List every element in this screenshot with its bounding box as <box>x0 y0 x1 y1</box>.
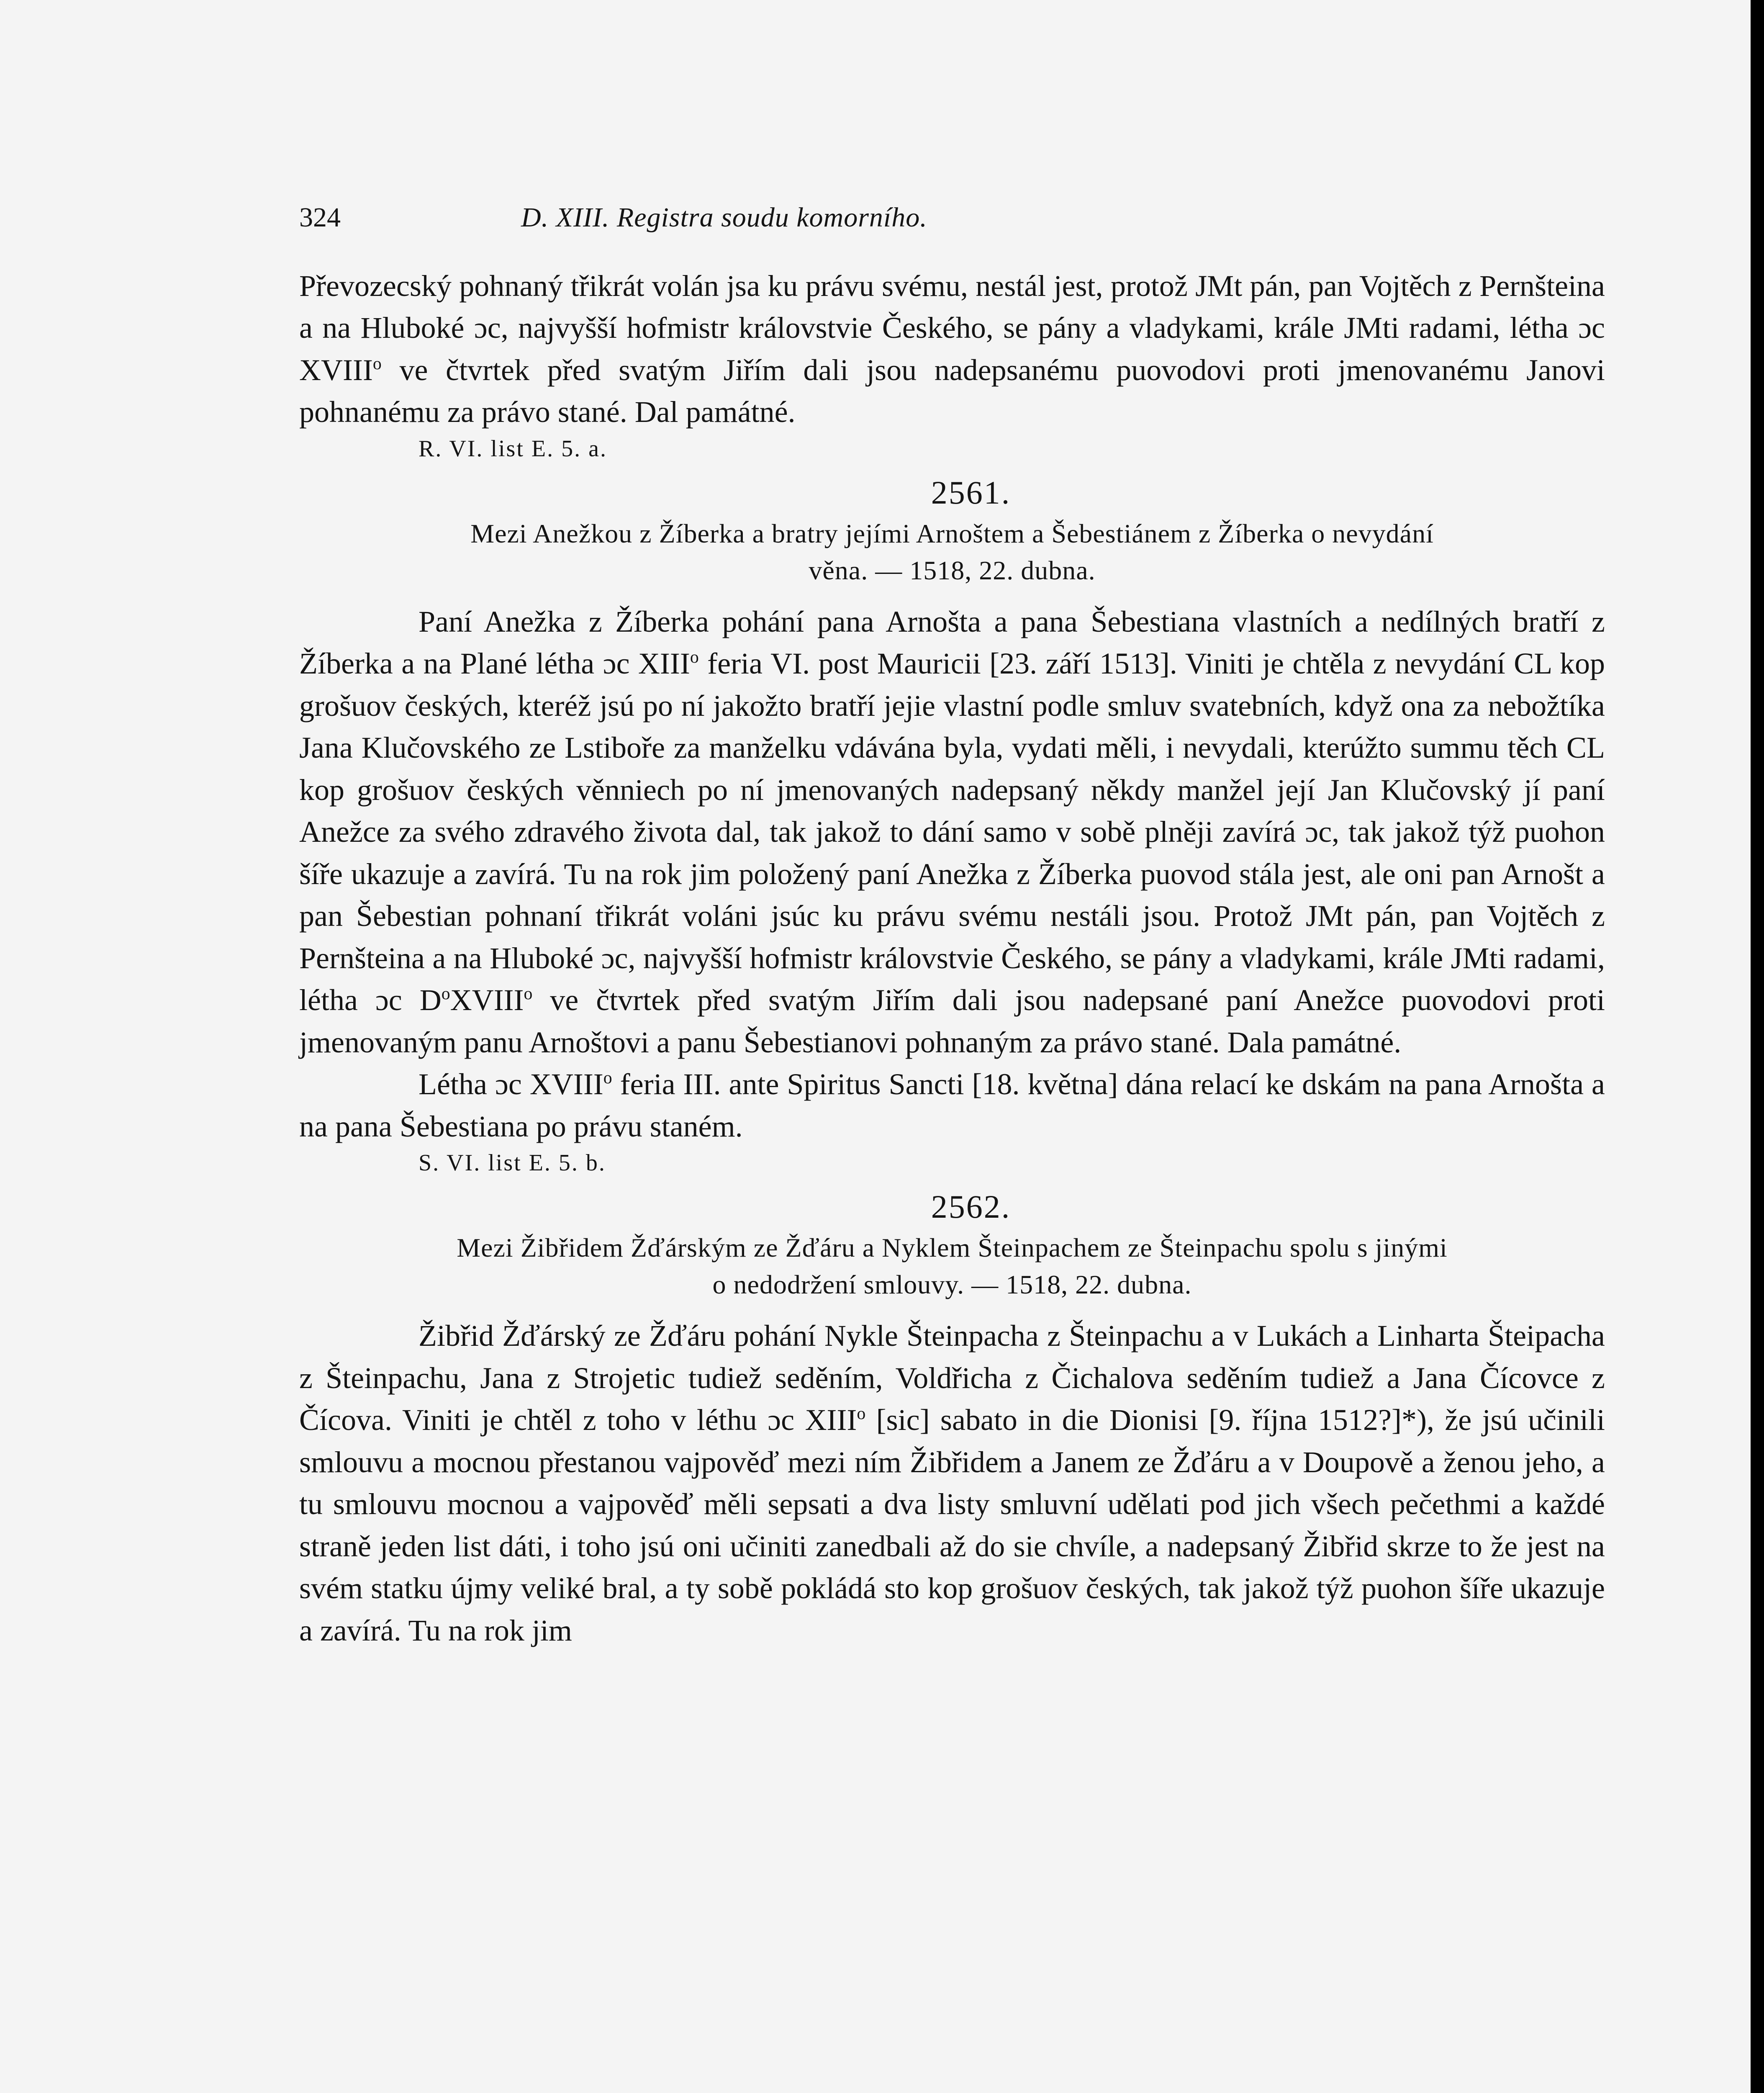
document-2561-paragraph-2: Létha ɔc XVIII$^o$ feria III. ante Spiritus Sancti [18. května] dána relací ke dskám na pana Arnošta a na pana Šebestiana po právu staném. <box>299 1067 1605 1143</box>
intro-paragraph: Převozecský pohnaný třikrát volán jsa ku právu svému, nestál jest, protož JMt pán, pan Vojtěch z Pernšteina a na Hluboké ɔc, najvyšší hofmistr královstvie Českého, se pány a vladykami, krále JMti radami, létha ɔc XVIII$^o$ ve čtvrtek před svatým Jiřím dali jsou nadepsanému puovodovi proti jmenovanému Janovi pohnanému za právo stané. Dal památné. <box>299 269 1605 429</box>
running-header <box>299 197 1605 239</box>
summary-line: o nedodržení smlouvy. — 1518, 22. dubna. <box>712 1270 1192 1299</box>
document-2562-paragraph-1: Žibřid Žďárský ze Žďáru pohání Nykle Šteinpacha z Šteinpachu a v Lukách a Linharta Šteipacha z Šteinpachu, Jana z Strojetic tudiež seděním, Voldřicha z Čichalova seděním tudiež a Jana Čícovce z Čícova. Viniti je chtěl z toho v léthu ɔc XIII$^o$ [sic] sabato in die Dionisi [9. října 1512?]*), že jsú učinili smlouvu a mocnou přestanou vajpověď mezi ním Žibřidem a Janem ze Žďáru a v Doupově a ženou jeho, a tu smlouvu mocnou a vajpověď měli sepsati a dva listy smluvní udělati pod jich všech pečethmi a každé straně jeden list dáti, i toho jsú oni učiniti zanedbali až do sie chvíle, a nadepsaný Žibřid skrze to že jest na svém statku újmy veliké bral, a ty sobě pokládá sto kop grošuov českých, tak jakož týž puohon šíře ukazuje a zavírá. Tu na rok jim <box>299 1319 1605 1647</box>
document-number-2562: 2562. <box>931 1188 1011 1225</box>
summary-line: Mezi Žibřidem Žďárským ze Žďáru a Nyklem Šteinpachem ze Šteinpachu spolu s jinými <box>457 1233 1448 1262</box>
running-title: D. XIII. Registra soudu komorního. <box>521 202 927 233</box>
page-number: 324 <box>299 202 341 233</box>
summary-line: věna. — 1518, 22. dubna. <box>809 555 1096 585</box>
page-content <box>299 197 1605 1651</box>
summary-line: Mezi Anežkou z Žíberka a bratry jejími Arnoštem a Šebestiánem z Žíberka o nevydání <box>470 518 1434 548</box>
intro-source-reference: R. VI. list E. 5. a. <box>419 435 607 462</box>
document-2561-source-reference: S. VI. list E. 5. b. <box>419 1150 606 1176</box>
document-summary-2562 <box>299 1229 1605 1303</box>
document-2561-paragraph-1: Paní Anežka z Žíberka pohání pana Arnošta a pana Šebestiana vlastních a nedílných bratří z Žíberka a na Plané létha ɔc XIII$^o$ feria VI. post Mauricii [23. září 1513]. Viniti je chtěla z nevydání CL kop grošuov českých, kteréž jsú po ní jakožto bratří jejie vlastní podle smluv svatebních, když ona za nebožtíka Jana Klučovského ze Lstiboře za manželku vdávána byla, vydati měli, i nevydali, kterúžto summu těch CL kop grošuov českých věnniech po ní jmenovaných nadepsaný někdy manžel její Jan Klučovský jí paní Anežce za svého zdravého života dal, tak jakož to dání samo v sobě plněji zavírá ɔc, tak jakož týž puohon šíře ukazuje a zavírá. Tu na rok jim položený paní Anežka z Žíberka puovod stála jest, ale oni pan Arnošt a pan Šebestian pohnaní třikrát voláni jsúc ku právu svému nestáli jsou. Protož JMt pán, pan Vojtěch z Pernšteina a na Hluboké ɔc, najvyšší hofmistr královstvie Českého, se pány a vladykami, krále JMti radami, létha ɔc $D^oXVIII^o$ ve čtvrtek před svatým Jiřím dali jsou nadepsané paní Anežce puovodovi proti jmenovaným panu Arnoštovi a panu Šebestianovi pohnaným za právo stané. Dala památné. <box>299 604 1605 1059</box>
document-summary-2561 <box>299 515 1605 589</box>
document-number-2561: 2561. <box>931 474 1011 511</box>
